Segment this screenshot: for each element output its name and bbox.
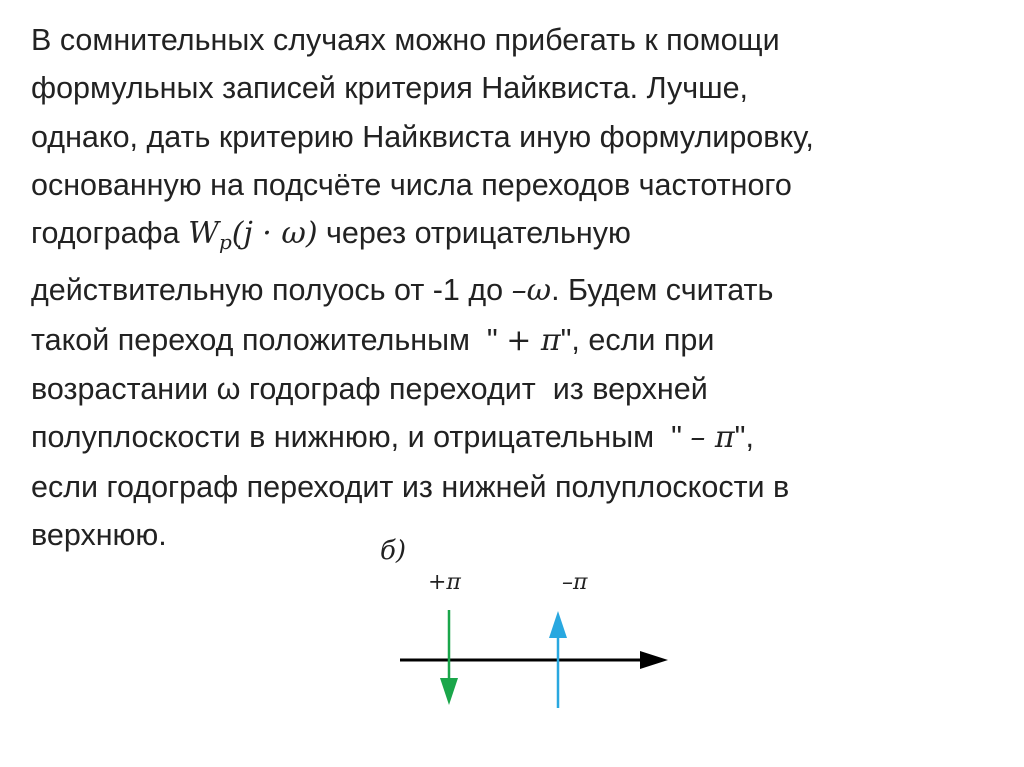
minus-omega-formula: –ω [511,273,552,309]
text-line: если годограф переходит из нижней полуплоскости в [31,469,790,504]
text-segment: ", [734,420,754,455]
diagram-label: б) [380,536,407,566]
text-segment: такой переход положительным " [31,322,507,357]
transfer-function-formula [188,216,318,255]
formula-arguments: (j · ω) [231,216,318,252]
plus-pi-symbol: + π [506,322,561,358]
down-crossing-arrowhead-icon [440,678,458,705]
crossing-diagram [370,530,690,720]
paragraph [31,16,1006,559]
text-segment: через отрицательную [317,216,631,251]
text-line [31,413,1006,462]
formula-symbol: W [188,216,219,252]
text-line [31,209,1006,266]
text-segment: годографа [31,216,189,251]
text-line: верхнюю. [31,517,167,552]
text-segment: полуплоскости в нижнюю, и отрицательным " [31,420,691,455]
text-segment: . Будем считать [551,273,774,308]
text-line: формульных записей критерия Найквиста. Лучше, [31,71,749,106]
text-line: основанную на подсчёте числа переходов частотного [31,167,792,202]
minus-pi-label: –π [562,570,588,595]
minus-pi-symbol: – π [690,420,735,456]
text-segment: ", если при [560,322,715,357]
text-line [31,266,1006,315]
text-line: возрастании ω годограф переходит из верхней [31,372,708,407]
up-crossing-arrowhead-icon [549,611,567,638]
text-segment: действительную полуось от -1 до [31,273,512,308]
text-line: однако, дать критерию Найквиста иную формулировку, [31,119,814,154]
plus-pi-label: +π [428,570,461,595]
formula-subscript: p [218,230,232,255]
text-line [31,316,1006,365]
real-axis-arrowhead-icon [640,651,668,669]
text-line: В сомнительных случаях можно прибегать к помощи [31,23,780,57]
